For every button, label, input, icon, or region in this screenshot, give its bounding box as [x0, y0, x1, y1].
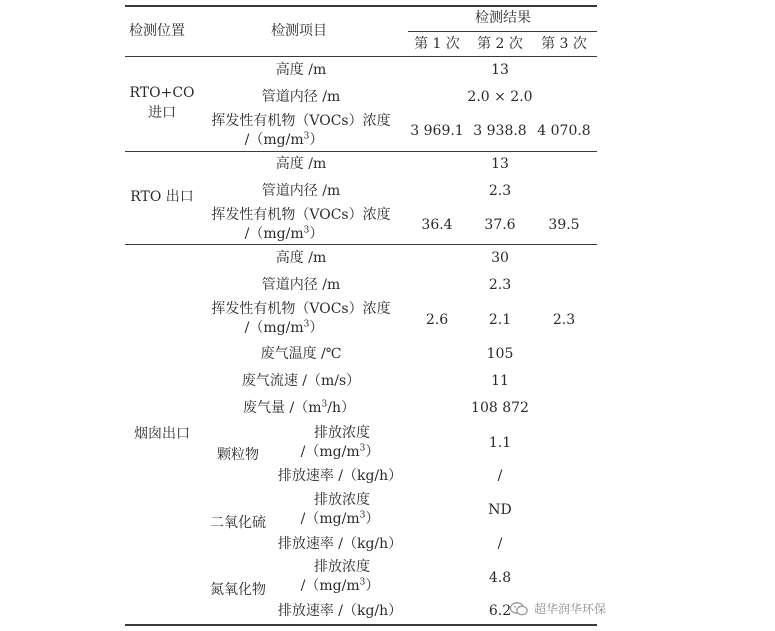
header-item: 检测项目: [271, 23, 327, 39]
pm-conc-label-line2: [301, 443, 380, 461]
rto-diameter-label: 管道内径 /m: [261, 183, 341, 199]
position-chimney-outlet: 烟囱出口: [134, 426, 190, 442]
unit-superscript: 3: [303, 319, 310, 330]
so2-rate-label: 排放速率 /（kg/h）: [277, 536, 403, 552]
chimney-vocs-run3: 2.3: [552, 312, 576, 328]
position-rto-outlet: RTO 出口: [130, 189, 194, 205]
wechat-icon: [510, 602, 528, 616]
pm-label: 颗粒物: [217, 447, 259, 463]
rto-height-label: 高度 /m: [275, 156, 327, 172]
rto-vocs-run1: 36.4: [421, 217, 453, 233]
chimney-velocity-label: 废气流速 /（m/s）: [241, 373, 361, 389]
chimney-vocs-label-line2: [245, 319, 324, 337]
rto-co-height-value: 13: [491, 62, 509, 78]
header-position: 检测位置: [129, 23, 185, 39]
chimney-height-label: 高度 /m: [275, 250, 327, 266]
unit-prefix: /（mg/m: [300, 578, 360, 594]
unit-prefix: /（mg/m: [300, 511, 360, 527]
chimney-volume-value: 108 872: [471, 400, 529, 416]
chimney-height-value: 30: [491, 250, 509, 266]
section-rule-1: [125, 151, 597, 152]
unit-suffix: ）: [365, 444, 380, 460]
so2-conc-label-line1: 排放浓度: [314, 492, 370, 508]
header-run-3: 第 3 次: [541, 36, 587, 52]
rto-co-vocs-run2: 3 938.8: [473, 123, 527, 139]
unit-prefix: /（mg/m: [244, 226, 304, 242]
header-bottom-rule: [125, 56, 597, 57]
rto-height-value: 13: [491, 156, 509, 172]
nox-rate-value: 6.2: [488, 603, 512, 619]
pm-conc-value: 1.1: [488, 435, 512, 451]
so2-conc-value: ND: [488, 502, 512, 518]
rto-vocs-run2: 37.6: [484, 217, 516, 233]
pm-conc-label-line1: 排放浓度: [314, 425, 370, 441]
nox-conc-value: 4.8: [488, 570, 512, 586]
bottom-rule: [125, 624, 597, 626]
unit-superscript: 3: [359, 577, 366, 588]
header-run-1: 第 1 次: [414, 36, 460, 52]
unit-superscript: 3: [303, 131, 310, 142]
rto-vocs-label-line2: [245, 225, 324, 243]
nox-conc-label-line1: 排放浓度: [314, 559, 370, 575]
unit-prefix: /（mg/m: [244, 320, 304, 336]
unit-suffix: ）: [365, 511, 380, 527]
pm-rate-value: /: [497, 468, 503, 484]
chimney-temp-value: 105: [486, 346, 514, 362]
rto-co-diameter-label: 管道内径 /m: [261, 89, 341, 105]
volume-label-suffix: /h）: [327, 400, 355, 416]
chimney-vocs-label-line1: 挥发性有机物（VOCs）浓度: [211, 301, 391, 317]
rto-diameter-value: 2.3: [488, 183, 512, 199]
nox-label: 氮氧化物: [210, 582, 266, 598]
unit-suffix: ）: [309, 132, 324, 148]
so2-conc-label-line2: [301, 510, 380, 528]
header-group-rule: [408, 31, 597, 32]
position-rto-co-line1: RTO+CO: [129, 85, 195, 101]
chimney-volume-label: [243, 399, 355, 417]
unit-superscript: 3: [321, 399, 328, 410]
section-rule-2: [125, 244, 597, 245]
top-rule: [125, 5, 597, 7]
chimney-vocs-run1: 2.6: [425, 312, 449, 328]
unit-suffix: ）: [309, 320, 324, 336]
volume-label-prefix: 废气量 /（m: [243, 400, 322, 416]
unit-superscript: 3: [303, 225, 310, 236]
nox-conc-label-line2: [301, 577, 380, 595]
rto-co-vocs-run3: 4 070.8: [537, 123, 591, 139]
rto-vocs-run3: 39.5: [548, 217, 580, 233]
unit-prefix: /（mg/m: [300, 444, 360, 460]
watermark: [510, 600, 606, 617]
unit-superscript: 3: [359, 510, 366, 521]
chimney-diameter-label: 管道内径 /m: [261, 277, 341, 293]
unit-prefix: /（mg/m: [244, 132, 304, 148]
chimney-temp-label: 废气温度 /℃: [260, 346, 342, 362]
position-rto-co-line2: 进口: [148, 105, 176, 121]
rto-vocs-label-line1: 挥发性有机物（VOCs）浓度: [211, 207, 391, 223]
chimney-diameter-value: 2.3: [488, 277, 512, 293]
chimney-velocity-value: 11: [491, 373, 509, 389]
rto-co-vocs-label-line1: 挥发性有机物（VOCs）浓度: [211, 113, 391, 129]
so2-rate-value: /: [497, 536, 503, 552]
rto-co-vocs-label-line2: [245, 131, 324, 149]
chimney-vocs-run2: 2.1: [488, 312, 512, 328]
unit-suffix: ）: [309, 226, 324, 242]
rto-co-height-label: 高度 /m: [275, 62, 327, 78]
rto-co-diameter-value: 2.0 × 2.0: [467, 89, 533, 105]
header-run-2: 第 2 次: [477, 36, 523, 52]
so2-label: 二氧化硫: [210, 515, 266, 531]
nox-rate-label: 排放速率 /（kg/h）: [277, 603, 403, 619]
pm-rate-label: 排放速率 /（kg/h）: [277, 468, 403, 484]
unit-superscript: 3: [359, 443, 366, 454]
rto-co-vocs-run1: 3 969.1: [410, 123, 464, 139]
header-result: 检测结果: [475, 10, 531, 26]
watermark-text: 超华润华环保: [534, 602, 607, 616]
unit-suffix: ）: [365, 578, 380, 594]
